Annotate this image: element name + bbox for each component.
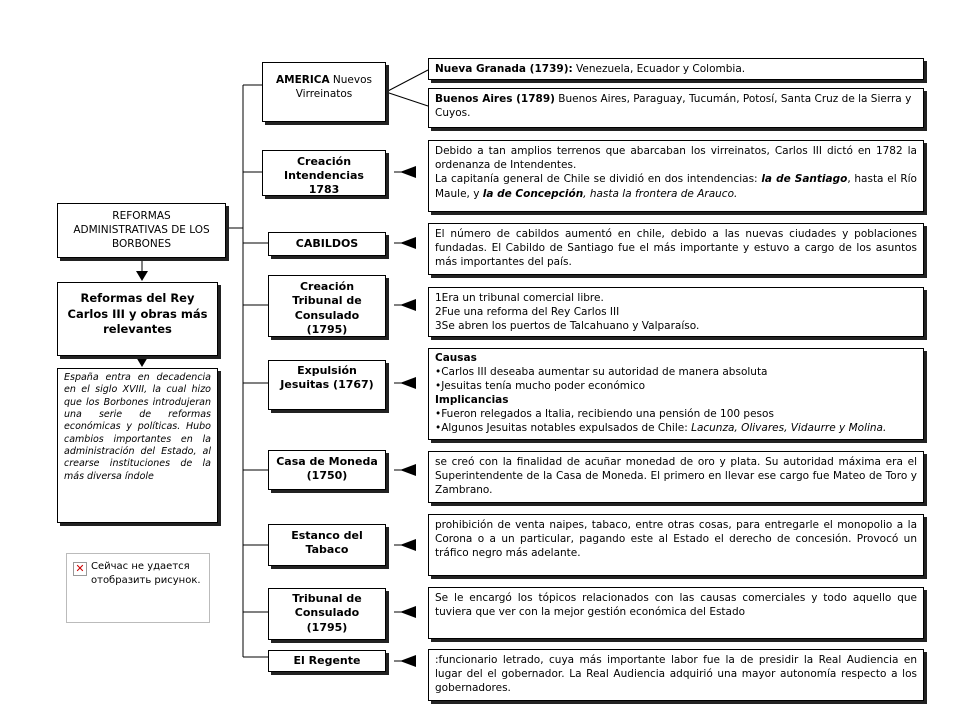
causa-item: •Jesuitas tenía mucho poder económico — [435, 379, 646, 392]
america-node — [262, 62, 386, 122]
causas-heading: Causas — [435, 352, 477, 364]
cabildos-detail — [428, 223, 924, 275]
buenos-aires-rest: Buenos Aires, Paraguay, Tucumán, Potosí, Santa Cruz de la Sierra y Cuyos. — [435, 93, 912, 120]
consulado1-title: Creación Tribunal de Consulado (1795) — [292, 280, 362, 336]
consulado1-item: 3Se abren los puertos de Talcahuano y Valparaíso. — [435, 320, 700, 333]
jesuitas-title: Expulsión Jesuitas (1767) — [280, 364, 374, 392]
intendencias-detail — [428, 140, 924, 212]
buenos-aires-node — [428, 88, 924, 128]
moneda-title: Casa de Moneda (1750) — [276, 455, 378, 483]
intendencias-p2e: , hasta la frontera de Arauco. — [583, 187, 738, 200]
jesuitas-node — [268, 360, 386, 410]
missing-image-placeholder — [66, 553, 210, 623]
consulado2-detail — [428, 587, 924, 639]
moneda-text: se creó con la finalidad de acuñar monedad de oro y plata. Su autoridad máxima era el Superintendente de la Casa de Moneda. El primero en llevar ese cargo fue Mateo de Toro y Zambrano. — [435, 456, 917, 497]
regente-title: El Regente — [293, 654, 361, 667]
estanco-title: Estanco del Tabaco — [291, 529, 363, 557]
regente-text: :funcionario letrado, cuya más importante labor fue la de presidir la Real Audiencia en lugar del el gobernador. La Real Audiencia adquirió una mayor autonomía respecto a los gobernadores. — [435, 654, 917, 695]
consulado2-node — [268, 588, 386, 640]
estanco-node — [268, 524, 386, 566]
consulado1-node — [268, 275, 386, 337]
reformas-node — [57, 282, 218, 356]
root-node — [57, 203, 226, 258]
moneda-detail — [428, 451, 924, 503]
cabildos-node — [268, 232, 386, 256]
implicancias-heading: Implicancias — [435, 393, 509, 406]
root-title: REFORMAS ADMINISTRATIVAS DE LOS BORBONES — [73, 210, 210, 251]
consulado2-title: Tribunal de Consulado (1795) — [292, 592, 362, 634]
causa-item: •Carlos III deseaba aumentar su autoridad de manera absoluta — [435, 365, 768, 378]
missing-image-line2: отобразить рисунок. — [91, 575, 201, 586]
jesuitas-names: Lacunza, Olivares, Vidaurre y Molina. — [691, 421, 887, 434]
estanco-text: prohibición de venta naipes, tabaco, entre otras cosas, para entregarle el monopolio a la Corona o a un particular, pagando este al Estado el derecho de concesión. Provocó un tráfico negro más adelante. — [435, 519, 917, 560]
nueva-granada-bold: Nueva Granada (1739): — [435, 63, 573, 75]
jesuitas-detail — [428, 348, 924, 440]
implicancia-item-text: •Algunos Jesuitas notables expulsados de Chile: — [435, 421, 692, 434]
cabildos-title: CABILDOS — [295, 237, 359, 250]
regente-node — [268, 650, 386, 672]
consulado2-text: Se le encargó los tópicos relacionados con las causas comerciales y todo aquello que tuviera que ver con la mejor gestión económica del Estado — [435, 592, 917, 619]
intendencias-concepcion: la de Concepción — [482, 187, 584, 200]
intendencias-p1: Debido a tan amplios terrenos que abarcaban los virreinatos, Carlos III dictó en 1782 la ordenanza de Intendentes. — [435, 145, 917, 172]
nueva-granada-node — [428, 58, 924, 80]
broken-image-icon: ✕ — [73, 562, 87, 576]
implicancia-item: •Fueron relegados a Italia, recibiendo una pensión de 100 pesos — [435, 407, 774, 420]
buenos-aires-bold: Buenos Aires (1789) — [435, 93, 555, 105]
consulado1-item: 2Fue una reforma del Rey Carlos III — [435, 306, 620, 319]
intendencias-p2c: , hasta el Río Maule, y — [435, 173, 917, 200]
implicancia-item — [435, 422, 917, 436]
intendencias-santiago: la de Santiago — [761, 173, 848, 186]
moneda-node — [268, 450, 386, 490]
america-title-rest: Nuevos Virreinatos — [295, 74, 372, 101]
consulado1-detail — [428, 287, 924, 337]
estanco-detail — [428, 514, 924, 576]
intro-text: España entra en decadencia en el siglo XVIII, la cual hizo que los Borbones introdujeran una serie de reformas económicas y políticas. Hubo cambios importantes en la administración del Estado, al crearse instituciones de la más diversa índole — [64, 372, 211, 482]
intendencias-p2a: La capitanía general de Chile se dividió en dos intendencias: — [435, 173, 762, 186]
regente-detail — [428, 649, 924, 701]
consulado1-item: 1Era un tribunal comercial libre. — [435, 292, 604, 304]
america-title-bold: AMERICA — [276, 74, 330, 86]
intendencias-title: Creación Intendencias 1783 — [284, 155, 364, 196]
intro-node — [57, 368, 218, 523]
intendencias-node — [262, 150, 386, 196]
reformas-title: Reformas del Rey Carlos III y obras más relevantes — [67, 291, 208, 337]
missing-image-line1: Сейчас не удается — [91, 561, 190, 572]
cabildos-text: El número de cabildos aumentó en chile, debido a las nuevas ciudades y poblaciones fundadas. El Cabildo de Santiago fue el más importante y estuvo a cargo de los asuntos más importantes del país. — [435, 228, 917, 269]
intendencias-p2 — [435, 172, 917, 200]
nueva-granada-rest: Venezuela, Ecuador y Colombia. — [572, 63, 746, 75]
